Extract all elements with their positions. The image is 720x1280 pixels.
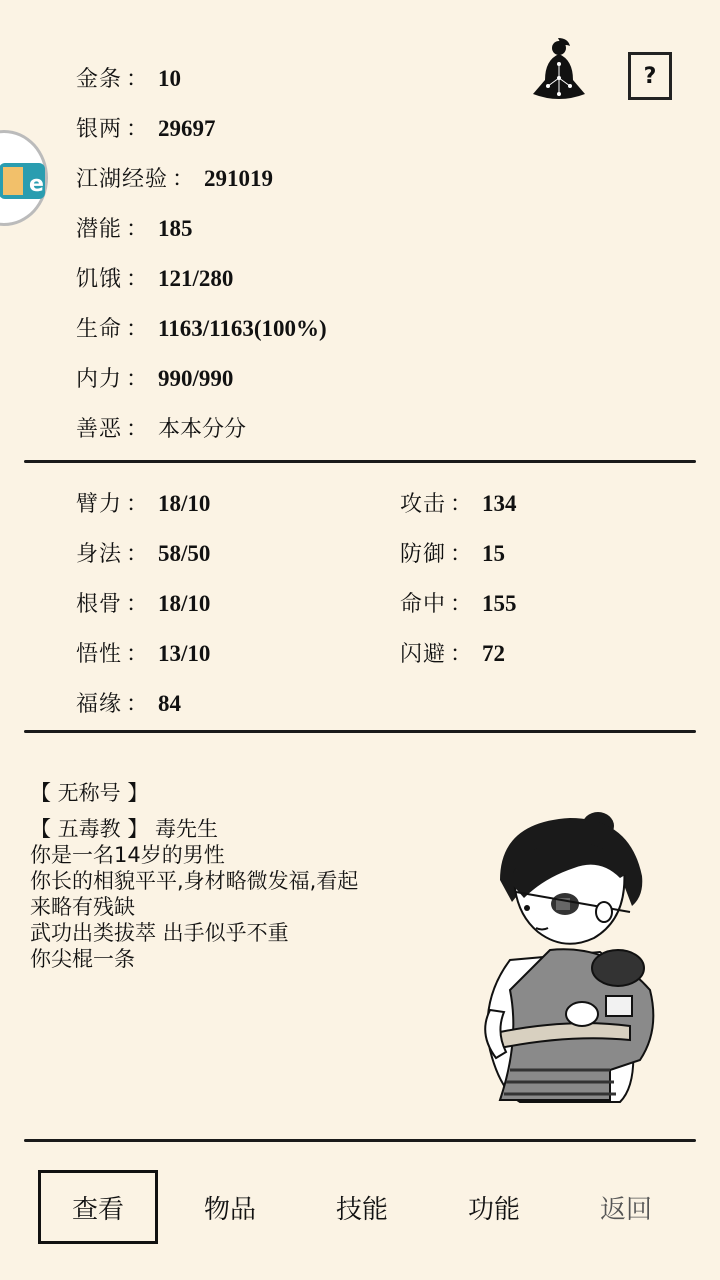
stat-morality: 善恶 ： 本本分分 bbox=[76, 412, 246, 443]
sect-line: 【 五毒教 】 毒先生 bbox=[30, 817, 219, 841]
tab-view[interactable]: 查看 bbox=[38, 1170, 158, 1244]
attr-value: 134 bbox=[482, 491, 517, 516]
title-line: 【 无称号 】 bbox=[30, 781, 149, 805]
attr-comprehension: 悟性 ： 13/10 bbox=[76, 637, 210, 668]
stat-gold: 金条 ： 10 bbox=[76, 62, 181, 93]
attr-value: 155 bbox=[482, 591, 517, 616]
stat-value: 990/990 bbox=[158, 366, 234, 391]
attr-label: 防御 bbox=[400, 542, 447, 567]
tab-items[interactable]: 物品 bbox=[203, 1194, 256, 1225]
attr-label: 攻击 bbox=[400, 492, 447, 517]
meditating-figure-icon bbox=[524, 34, 594, 106]
attr-value: 13/10 bbox=[158, 641, 211, 666]
attr-label: 身法 bbox=[76, 542, 123, 567]
character-portrait bbox=[470, 800, 670, 1105]
stat-hunger: 饥饿 ： 121/280 bbox=[76, 262, 233, 293]
bio-line: 来略有残缺 bbox=[30, 895, 135, 919]
attr-label: 命中 bbox=[400, 592, 447, 617]
stat-label: 饥饿 bbox=[76, 267, 123, 292]
attr-defense: 防御 ： 15 bbox=[400, 537, 505, 568]
stat-label: 银两 bbox=[76, 117, 123, 142]
floating-app-button[interactable] bbox=[0, 130, 48, 226]
attr-value: 58/50 bbox=[158, 541, 211, 566]
floating-app-icon bbox=[0, 133, 51, 229]
stat-health: 生命 ： 1163/1163(100%) bbox=[76, 312, 327, 343]
attr-constitution: 根骨 ： 18/10 bbox=[76, 587, 210, 618]
stat-value: 121/280 bbox=[158, 266, 234, 291]
stat-label: 内力 bbox=[76, 367, 123, 392]
stat-label: 生命 bbox=[76, 317, 123, 342]
attr-label: 福缘 bbox=[76, 692, 123, 717]
attr-label: 臂力 bbox=[76, 492, 123, 517]
tab-functions[interactable]: 功能 bbox=[467, 1194, 520, 1225]
section-divider bbox=[24, 460, 696, 463]
attr-hit: 命中 ： 155 bbox=[400, 587, 517, 618]
stat-value: 10 bbox=[158, 66, 182, 91]
stat-label: 金条 bbox=[76, 67, 123, 92]
bio-line: 你长的相貌平平,身材略微发福,看起 bbox=[30, 869, 359, 893]
attr-value: 84 bbox=[158, 691, 182, 716]
character-bio bbox=[30, 780, 450, 972]
attr-strength: 臂力 ： 18/10 bbox=[76, 487, 210, 518]
bio-line: 你尖棍一条 bbox=[30, 947, 135, 971]
attr-fortune: 福缘 ： 84 bbox=[76, 687, 181, 718]
stat-value: 291019 bbox=[204, 166, 274, 191]
attr-dodge: 闪避 ： 72 bbox=[400, 637, 505, 668]
section-divider bbox=[24, 1139, 696, 1142]
tab-skills[interactable]: 技能 bbox=[335, 1194, 388, 1225]
attr-agility: 身法 ： 58/50 bbox=[76, 537, 210, 568]
stat-label: 江湖经验 bbox=[76, 167, 169, 192]
stat-value: 1163/1163(100%) bbox=[158, 316, 327, 341]
attr-attack: 攻击 ： 134 bbox=[400, 487, 517, 518]
stat-potential: 潜能 ： 185 bbox=[76, 212, 193, 243]
meditate-button[interactable] bbox=[524, 34, 594, 106]
attr-value: 72 bbox=[482, 641, 506, 666]
back-button[interactable]: 返回 bbox=[599, 1194, 652, 1225]
bio-line: 你是一名14岁的男性 bbox=[30, 843, 225, 867]
attr-label: 悟性 bbox=[76, 642, 123, 667]
section-divider bbox=[24, 730, 696, 733]
bio-line: 武功出类拔萃 出手似乎不重 bbox=[30, 921, 289, 945]
stat-value: 本本分分 bbox=[158, 417, 247, 442]
attr-label: 根骨 bbox=[76, 592, 123, 617]
help-button[interactable]: ? bbox=[628, 52, 672, 100]
attr-value: 18/10 bbox=[158, 591, 211, 616]
stat-label: 善恶 bbox=[76, 417, 123, 442]
attr-value: 15 bbox=[482, 541, 506, 566]
stat-inner-power: 内力 ： 990/990 bbox=[76, 362, 233, 393]
attr-label: 闪避 bbox=[400, 642, 447, 667]
attr-value: 18/10 bbox=[158, 491, 211, 516]
stat-value: 29697 bbox=[158, 116, 216, 141]
stat-silver: 银两 ： 29697 bbox=[76, 112, 216, 143]
stat-value: 185 bbox=[158, 216, 193, 241]
svg-text:e: e bbox=[29, 172, 44, 197]
stat-experience: 江湖经验 ： 291019 bbox=[76, 162, 273, 193]
stat-label: 潜能 bbox=[76, 217, 123, 242]
character-illustration bbox=[470, 800, 670, 1105]
